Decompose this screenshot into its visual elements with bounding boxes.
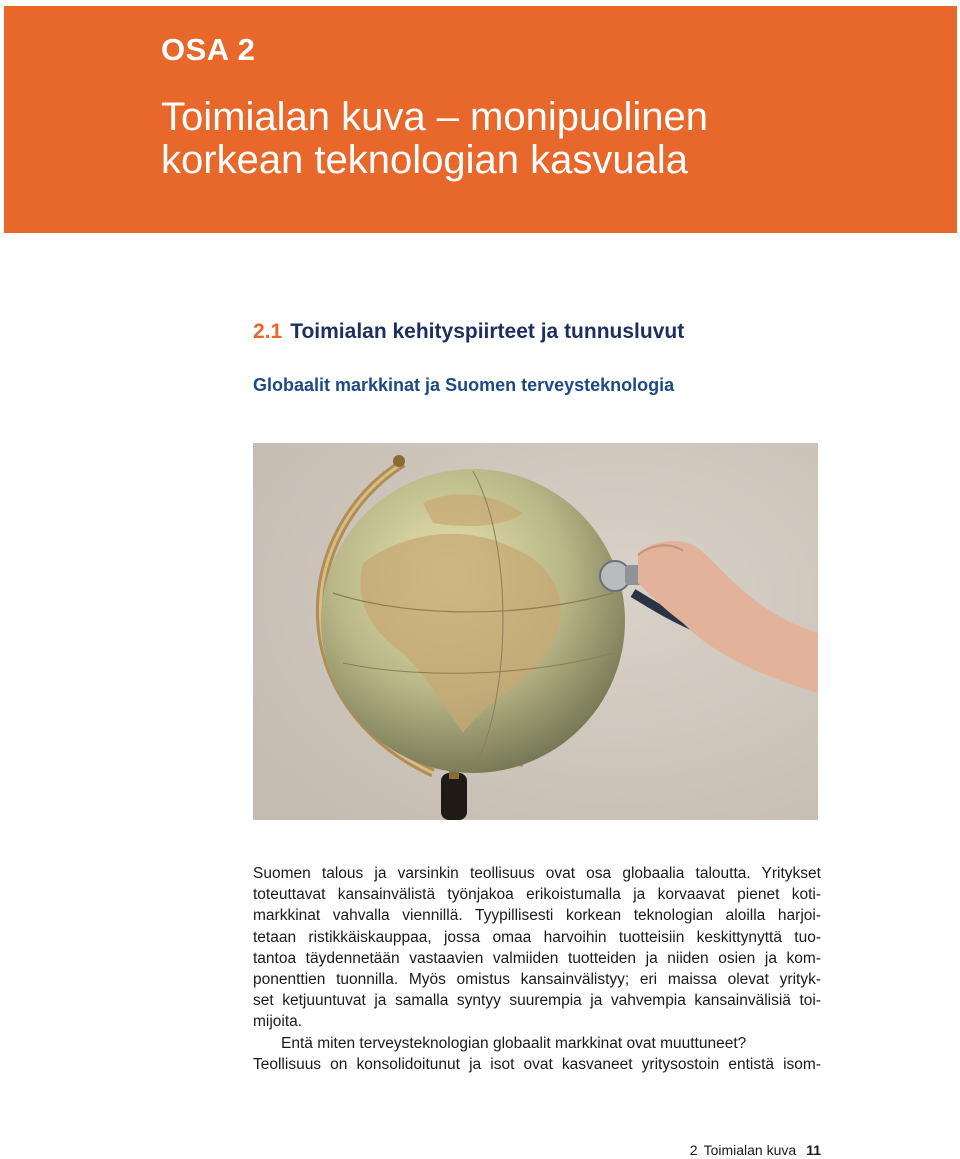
body-line: Teollisuus on konsolidoitunut ja isot ovat kasvaneet yritysostoin entistä isom- <box>253 1055 821 1073</box>
section-heading <box>253 320 684 344</box>
chapter-title-line-1: Toimialan kuva – monipuolinen <box>161 95 708 139</box>
body-line: tetaan ristikkäiskauppaa, jossa omaa harvoihin tuotteisiin keskittynyttä tuo- <box>253 928 821 946</box>
body-line: mijoita. <box>253 1013 303 1031</box>
body-line: Suomen talous ja varsinkin teollisuus ovat osa globaalia taloutta. Yritykset <box>253 865 821 882</box>
page-number: 11 <box>806 1142 821 1158</box>
chapter-title-line-2: korkean teknologian kasvuala <box>161 138 689 182</box>
body-line: Entä miten terveysteknologian globaalit markkinat ovat muuttuneet? <box>281 1034 747 1052</box>
footer-chapter-name: Toimialan kuva <box>703 1142 797 1158</box>
globe-with-stethoscope-icon <box>253 443 818 820</box>
body-text <box>253 863 821 1075</box>
paragraph-1 <box>253 863 821 1033</box>
body-line: ponenttien tuonnilla. Myös omistus kansainvälistyy; eri maissa olevat yrityk- <box>253 971 821 989</box>
body-line: markkinat vahvalla viennillä. Tyypillisesti korkean teknologian aloilla harjoi- <box>253 907 821 925</box>
chapter-title <box>161 96 861 182</box>
section-number: 2.1 <box>253 320 283 343</box>
part-label: OSA 2 <box>161 32 256 67</box>
globe-stethoscope-photo <box>253 443 818 820</box>
body-line: tantoa täydennetään vastaavien valmiiden tuotteiden ja niiden osien ja kom- <box>253 949 821 967</box>
paragraph-2 <box>253 1033 821 1075</box>
footer-chapter-number: 2 <box>689 1142 698 1158</box>
body-line: toteuttavat kansainvälistä työnjakoa erikoistumalla ja korvaavat pienet koti- <box>253 886 821 904</box>
body-line: set ketjuuntuvat ja samalla syntyy suurempia ja vahvempia kansainvälisiä toi- <box>253 992 821 1010</box>
page-footer <box>690 1142 821 1158</box>
section-title: Toimialan kehityspiirteet ja tunnusluvut <box>290 320 685 343</box>
subheading: Globaalit markkinat ja Suomen terveysteknologia <box>253 375 675 395</box>
